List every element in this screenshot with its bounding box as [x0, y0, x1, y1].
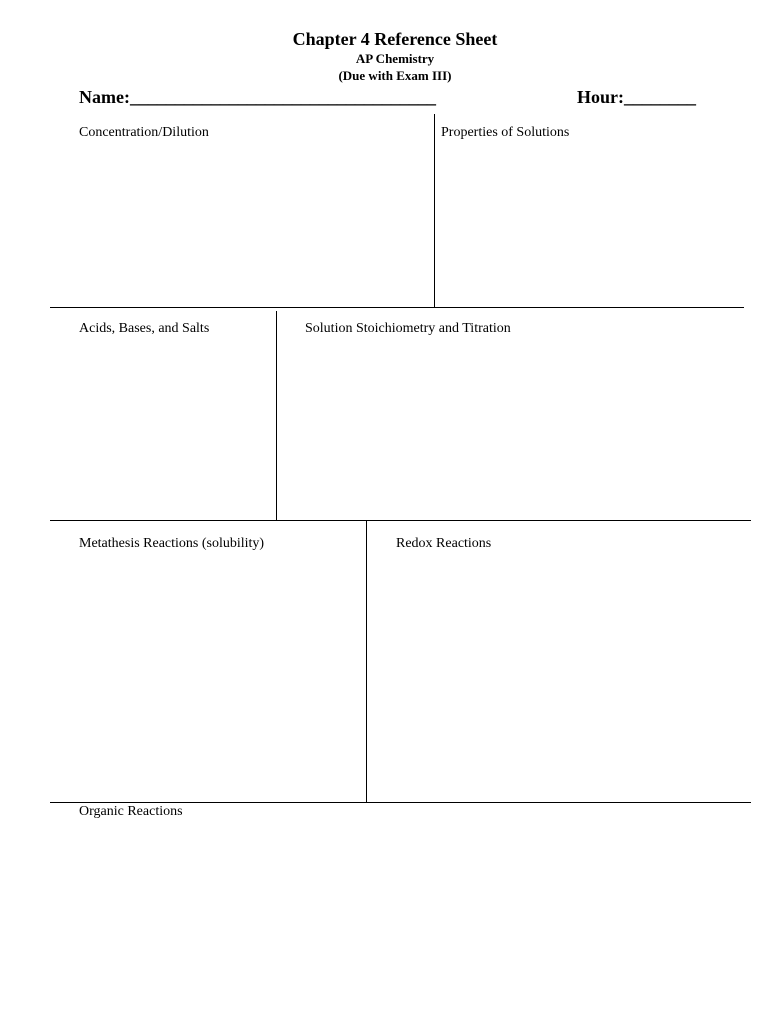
section-organic-reactions: Organic Reactions: [79, 804, 183, 819]
section-properties-of-solutions: Properties of Solutions: [441, 125, 570, 140]
divider-horizontal-3: [50, 802, 751, 803]
section-solution-stoichiometry: Solution Stoichiometry and Titration: [305, 321, 511, 336]
name-field[interactable]: Name:__________________________________: [79, 87, 436, 107]
section-redox-reactions: Redox Reactions: [396, 536, 492, 551]
divider-horizontal-2: [50, 520, 751, 521]
divider-vertical-row1: [434, 114, 435, 308]
hour-field[interactable]: Hour:________: [577, 87, 696, 107]
section-concentration-dilution: Concentration/Dilution: [79, 125, 209, 140]
page-title: Chapter 4 Reference Sheet: [292, 29, 498, 49]
section-metathesis-reactions: Metathesis Reactions (solubility): [79, 536, 265, 551]
divider-horizontal-1: [50, 307, 744, 308]
due-note: (Due with Exam III): [338, 68, 452, 83]
divider-vertical-row3: [366, 521, 367, 803]
section-acids-bases-salts: Acids, Bases, and Salts: [79, 321, 210, 336]
divider-vertical-row2: [276, 311, 277, 521]
course-subtitle: AP Chemistry: [355, 51, 435, 66]
